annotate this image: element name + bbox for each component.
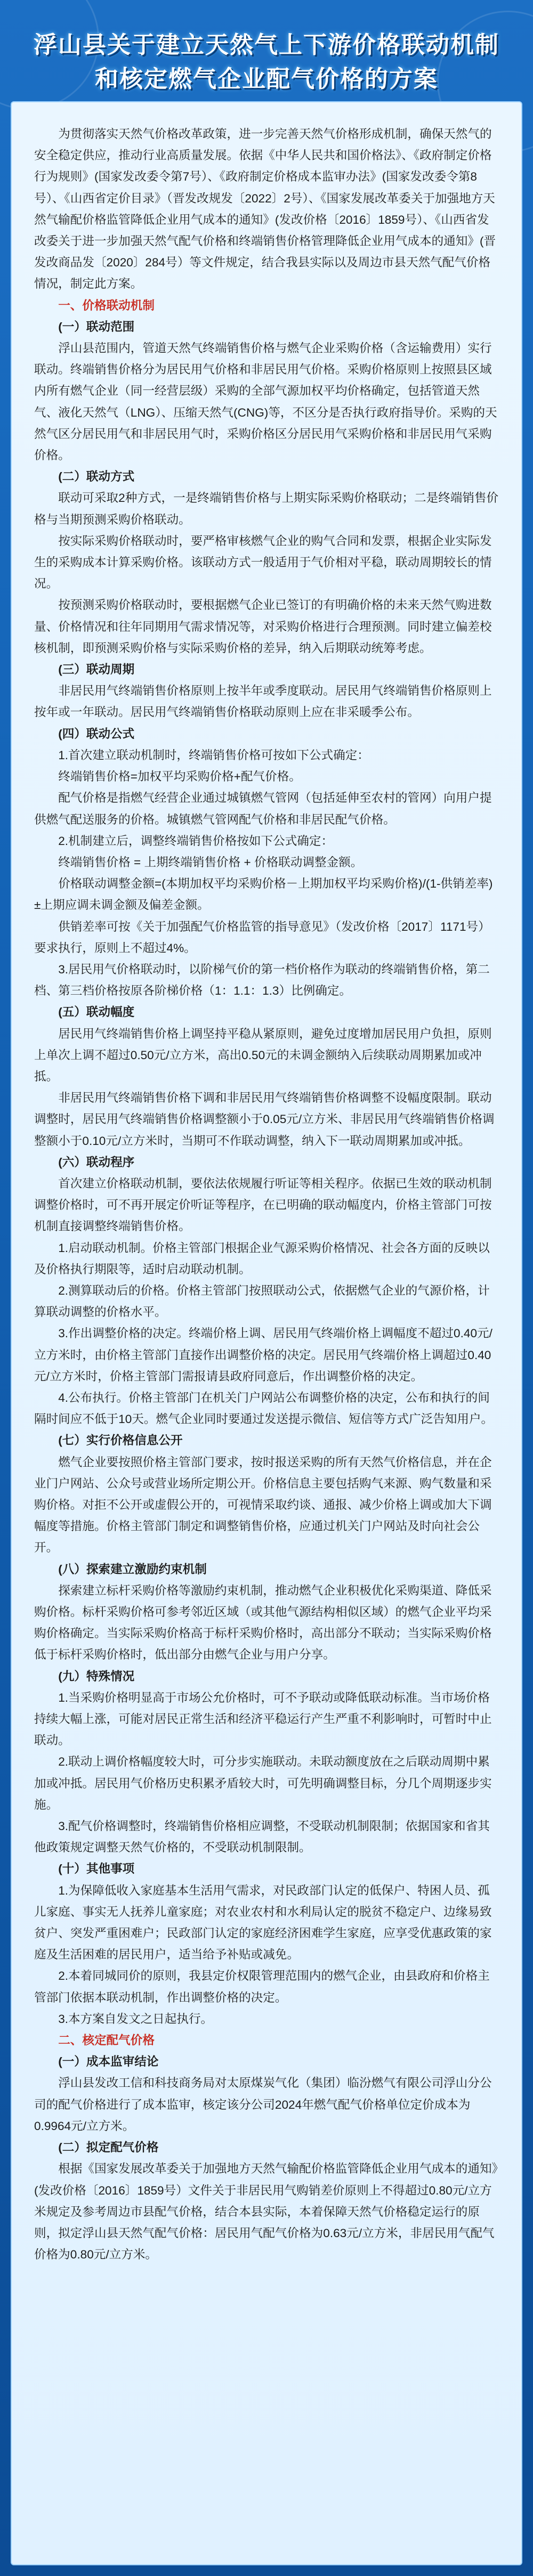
paragraph: 2.联动上调价格幅度较大时，可分步实施联动。未联动额度放在之后联动周期中累加或冲抵。居民用气价格历史积累矛盾较大时，可先明确调整目标，分几个周期逐步实施。: [34, 1755, 492, 1811]
subsection-heading: (九）特殊情况: [58, 1669, 135, 1683]
paragraph: 首次建立价格联动机制，要依法依规履行听证等相关程序。依据已生效的联动机制调整价格时，可不再开展定价听证等程序，在已明确的联动幅度内，价格主管部门可按机制直接调整终端销售价格。: [34, 1176, 492, 1233]
paragraph: 非居民用气终端销售价格下调和非居民用气终端销售价格调整不设幅度限制。联动调整时，居民用气终端销售价格调整额小于0.05元/立方米、非居民用气终端销售价格调整额小于0.10元/立方米时，当期可不作联动调整，纳入下一联动周期累加或冲抵。: [34, 1091, 495, 1148]
paragraph: 浮山县范围内，管道天然气终端销售价格与燃气企业采购价格（含运输费用）实行联动。终端销售价格分为居民用气价格和非居民用气价格。采购价格原则上按照县区域内所有燃气企业（同一经营层级）采购的全部气源加权平均价格确定，包括管道天然气、液化天然气（LNG）、压缩天然气(CNG)等，不区分是否执行政府指导价。采购的天然气区分居民用气和非居民用气时，采购价格区分居民用气采购价格和非居民用气采购价格。: [34, 342, 497, 462]
paragraph: 3.作出调整价格的决定。终端价格上调、居民用气终端价格上调幅度不超过0.40元/立方米时，由价格主管部门直接作出调整价格的决定。居民用气终端价格上调超过0.40元/立方米时，价格主管部门需报请县政府同意后，作出调整价格的决定。: [34, 1327, 492, 1383]
title-line-1: 浮山县关于建立天然气上下游价格联动机制: [34, 31, 499, 59]
paragraph: 终端销售价格=加权平均采购价格+配气价格。: [58, 770, 301, 784]
subsection-heading: (二）拟定配气价格: [58, 2141, 159, 2155]
section-heading: 二、核定配气价格: [58, 2034, 155, 2047]
paragraph: 浮山县发改工信和科技商务局对太原煤炭气化（集团）临汾燃气有限公司浮山分公司的配气价格进行了成本监审，核定该分公司2024年燃气配气价格单位定价成本为0.9964元/立方米。: [34, 2076, 492, 2133]
document-body: [34, 124, 501, 2265]
subsection-heading: (七）实行价格信息公开: [58, 1434, 183, 1448]
paragraph: 供销差率可按《关于加强配气价格监管的指导意见》（发改价格〔2017〕1171号）要求执行，原则上不超过4%。: [34, 920, 490, 955]
paragraph: 探索建立标杆采购价格等激励约束机制，推动燃气企业积极优化采购渠道、降低采购价格。标杆采购价格可参考邻近区域（或其他气源结构相似区域）的燃气企业平均采购价格确定。当实际采购价格高于标杆采购价格时，高出部分不联动；当实际采购价格低于标杆采购价格时，低出部分由燃气企业与用户分享。: [34, 1583, 492, 1662]
paragraph: 为贯彻落实天然气价格改革政策，进一步完善天然气价格形成机制，确保天然气的安全稳定供应，推动行业高质量发展。依据《中华人民共和国价格法》、《政府制定价格行为规则》(国家发改委令第7号）、《政府制定价格成本监审办法》(国家发改委令第8号）、《山西省定价目录》（晋发改规发〔2022〕2号）、《国家发展改革委关于加强地方天然气输配价格监管降低企业用气成本的通知》(发改价格〔2016〕1859号）、《山西省发改委关于进一步加强天然气配气价格和终端销售价格管理降低企业用气成本的通知》(晋发改商品发〔2020〕284号）等文件规定，结合我县实际以及周边市县天然气配气价格情况，制定此方案。: [34, 127, 496, 291]
paragraph: 按实际采购价格联动时，要严格审核燃气企业的购气合同和发票，根据企业实际发生的采购成本计算采购价格。该联动方式一般适用于气价相对平稳，联动周期较长的情况。: [34, 534, 492, 591]
subsection-heading: (三）联动周期: [58, 663, 135, 677]
subsection-heading: (十）其他事项: [58, 1862, 135, 1876]
paragraph: 燃气企业要按照价格主管部门要求，按时报送采购的所有天然气价格信息，并在企业门户网站、公众号或营业场所定期公开。价格信息主要包括购气来源、购气数量和采购价格。对拒不公开或虚假公开的，可视情采取约谈、通报、减少价格上调或加大下调幅度等措施。价格主管部门制定和调整销售价格，应通过机关门户网站及时向社会公开。: [34, 1455, 492, 1555]
paragraph: 居民用气终端销售价格上调坚持平稳从紧原则，避免过度增加居民用户负担，原则上单次上调不超过0.50元/立方米，高出0.50元的未调金额纳入后续联动周期累加或冲抵。: [34, 1027, 492, 1083]
subsection-heading: (四）联动公式: [58, 727, 135, 741]
paragraph: 1.启动联动机制。价格主管部门根据企业气源采购价格情况、社会各方面的反映以及价格执行期限等，适时启动联动机制。: [34, 1241, 490, 1276]
paragraph: 2.机制建立后，调整终端销售价格按如下公式确定：: [58, 834, 334, 848]
paragraph: 1.为保障低收入家庭基本生活用气需求，对民政部门认定的低保户、特困人员、孤儿家庭、事实无人抚养儿童家庭；对农业农村和水利局认定的脱贫不稳定户、边缘易致贫户、突发严重困难户；民政部门认定的家庭经济困难学生家庭，应享受优惠政策的家庭及生活困难的居民用户，适当给予补贴或减免。: [34, 1883, 492, 1962]
paragraph: 1.首次建立联动机制时，终端销售价格可按如下公式确定：: [58, 748, 369, 762]
paragraph: 配气价格是指燃气经营企业通过城镇燃气管网（包括延伸至农村的管网）向用户提供燃气配送服务的价格。城镇燃气管网配气价格和非居民配气价格。: [34, 791, 492, 826]
paragraph: 2.测算联动后的价格。价格主管部门按照联动公式，依据燃气企业的气源价格，计算联动调整的价格水平。: [34, 1283, 490, 1319]
subsection-heading: (二）联动方式: [58, 470, 135, 484]
paragraph: 3.配气价格调整时，终端销售价格相应调整，不受联动机制限制；依据国家和省其他政策规定调整天然气价格的，不受联动机制限制。: [34, 1819, 490, 1855]
paragraph: 价格联动调整金额=(本期加权平均采购价格－上期加权平均采购价格)/(1-供销差率)±上期应调未调金额及偏差金额。: [34, 877, 493, 912]
paragraph: 1.当采购价格明显高于市场公允价格时，可不予联动或降低联动标准。当市场价格持续大幅上涨，可能对居民正常生活和经济平稳运行产生严重不利影响时，可暂时中止联动。: [34, 1691, 492, 1748]
title-line-2: 和核定燃气企业配气价格的方案: [95, 66, 438, 93]
paragraph: 3.居民用气价格联动时，以阶梯气价的第一档价格作为联动的终端销售价格，第二档、第三档价格按原各阶梯价格（1：1.1：1.3）比例确定。: [34, 962, 490, 998]
paragraph: 非居民用气终端销售价格原则上按半年或季度联动。居民用气终端销售价格原则上按年或一年联动。居民用气终端销售价格联动原则上应在非采暖季公布。: [34, 684, 492, 719]
content-panel: [11, 101, 522, 2565]
title-banner: [0, 0, 533, 107]
paragraph: 终端销售价格 = 上期终端销售价格 + 价格联动调整金额。: [58, 855, 363, 869]
paragraph: 3.本方案自发文之日起执行。: [58, 2012, 213, 2026]
paragraph: 根据《国家发展改革委关于加强地方天然气输配价格监管降低企业用气成本的通知》(发改价格〔2016〕1859号）文件关于非居民用气购销差价原则上不得超过0.80元/立方米规定及参考周边市县配气价格，结合本县实际，本着保障天然气价格稳定运行的原则，拟定浮山县天然气配气价格：居民用气配气价格为0.63元/立方米，非居民用气配气价格为0.80元/立方米。: [34, 2162, 498, 2262]
subsection-heading: (八）探索建立激励约束机制: [58, 1562, 207, 1576]
paragraph: 4.公布执行。价格主管部门在机关门户网站公布调整价格的决定，公布和执行的间隔时间应不低于10天。燃气企业同时要通过发送提示微信、短信等方式广泛告知用户。: [34, 1391, 494, 1426]
paragraph: 联动可采取2种方式，一是终端销售价格与上期实际采购价格联动；二是终端销售价格与当期预测采购价格联动。: [34, 491, 499, 526]
section-heading: 一、价格联动机制: [58, 298, 155, 312]
subsection-heading: (一）联动范围: [58, 320, 135, 334]
subsection-heading: (一）成本监审结论: [58, 2055, 159, 2069]
paragraph: 按预测采购价格联动时，要根据燃气企业已签订的有明确价格的未来天然气购进数量、价格情况和往年同期用气需求情况等，对采购价格进行合理预测。同时建立偏差校核机制，即预测采购价格与实际采购价格的差异，纳入后期联动统筹考虑。: [34, 598, 492, 655]
subsection-heading: (五）联动幅度: [58, 1005, 135, 1019]
paragraph: 2.本着同城同价的原则，我县定价权限管理范围内的燃气企业，由县政府和价格主管部门依据本联动机制，作出调整价格的决定。: [34, 1969, 490, 2004]
subsection-heading: (六）联动程序: [58, 1155, 135, 1169]
